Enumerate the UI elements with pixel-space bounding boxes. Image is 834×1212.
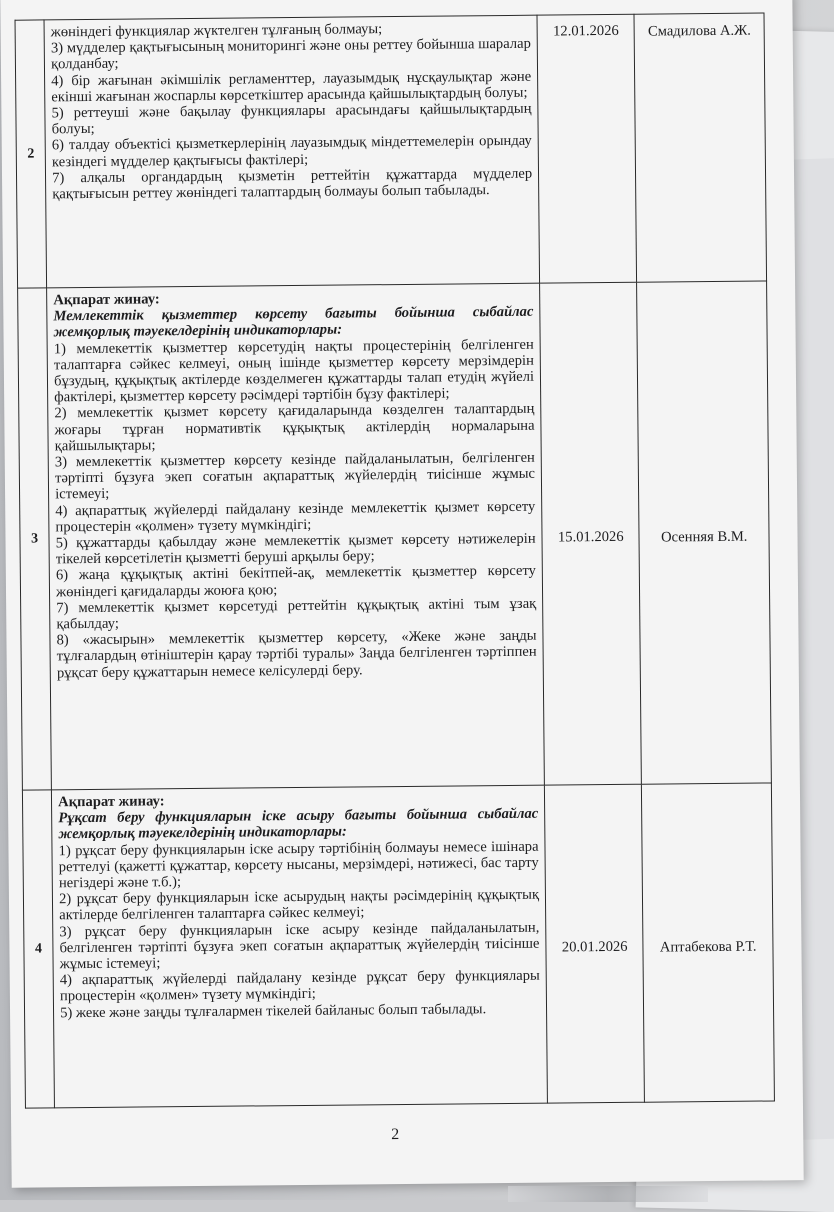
list-item: 3) рұқсат беру функцияларын іске асыру кезінде пайдаланылатын, белгіленген тәртіпті бұзуға экеп соғатын ақпараттық жүйелердің тиісінше жұмыс істемеуі; — [59, 919, 540, 973]
list-item: 7) алқалы органдардың қызметін реттейтін құжаттарда мүдделер қақтығысын реттеу жөніндегі талаптардың болмауы болып табылады. — [52, 165, 533, 203]
table-row — [22, 783, 774, 1108]
responsible-person: Аптабекова Р.Т. — [642, 783, 775, 1102]
section-heading: Ақпарат жинау: — [58, 793, 165, 811]
list-item: 3) мемлекеттік қызметтер көрсету кезінде пайдаланылатын, белгіленген тәртіпті бұзуға экеп соғатын ақпараттық жүйелердің тиісінше жұмыс істемеуі; — [54, 449, 536, 503]
row-content — [44, 15, 540, 288]
row-content — [47, 283, 545, 790]
row-number: 4 — [22, 790, 54, 1108]
list-item: 5) құжаттарды қабылдау және мемлекеттік қызмет көрсету нәтижелерін тікелей көрсетілетін қызметті беруші арқылы беру; — [55, 530, 536, 568]
section-subheading: Мемлекеттік қызметтер көрсету бағыты бойынша сыбайлас жемқорлық тәуекелдерінің индикаторлары: — [53, 303, 534, 341]
list-item: 1) рұқсат беру функцияларын іске асыру тәртібінің болмауы немесе ішінара реттелуі (қажетті құжаттар, көрсету нысаны, мерзімдері, нәтижесі, бас тарту негіздері және т.б.); — [58, 838, 539, 892]
section-heading: Ақпарат жинау: — [53, 291, 160, 309]
list-item: 7) мемлекеттік қызмет көрсетуді реттейтін құқықтық актіні тым ұзақ қабылдау; — [56, 595, 537, 633]
deadline-date: 15.01.2026 — [540, 282, 642, 785]
section-subheading: Рұқсат беру функцияларын іске асыру бағыты бойынша сыбайлас жемқорлық тәуекелдерінің индикаторлары: — [58, 805, 539, 843]
list-item: 6) талдау объектісі қызметкерлерінің лауазымдық міндеттемелерін орындау кезіндегі мүдделер қақтығысы фактілері; — [51, 133, 532, 170]
list-item: 2) мемлекеттік қызмет көрсету қағидаларында көзделген талаптардың жоғары тұрған нормативтік құқықтық актілердің нормаларына қайшылықтары; — [54, 401, 535, 455]
row-content — [52, 785, 548, 1108]
list-item: 4) ақпараттық жүйелерді пайдалану кезінде рұқсат беру функциялары процестерін «қолмен» түзету мүмкіндігі; — [59, 967, 540, 1005]
row-number: 3 — [18, 288, 52, 790]
list-item: 5) жеке және заңды тұлғалармен тікелей байланыс болып табылады. — [60, 1000, 487, 1021]
table-row — [18, 281, 772, 790]
list-item: 8) «жасырын» мемлекеттік қызметтер көрсету, «Жеке және заңды тұлғалардың өтініштерін қарау тәртібі туралы» Заңда белгіленген тәртіппен рұқсат беру құжаттарын немесе келісулерді беру. — [56, 627, 537, 681]
list-item: 4) бір жағынан әкімшілік регламенттер, лауазымдық нұсқаулықтар және екінші жағынан жоспарлы көрсеткіштер арасында қайшылықтардың болуы; — [51, 68, 532, 106]
responsible-person: Осенняя В.М. — [637, 281, 771, 784]
plan-table — [15, 12, 775, 1108]
page-number: 2 — [391, 1126, 400, 1144]
list-item: 1) мемлекеттік қызметтер көрсетудің нақты процестерінің белгіленген талаптарға сәйкес келмеуі, оның ішінде қызметтер көрсету мерзімдерін бұзудың, құқықтық актілерде көзделмеген құжаттарды талап етудің жүйелі фактілері, қызметтер көрсету рәсімдері тәртібін бұзу фактілері; — [53, 336, 535, 406]
list-item: 2) рұқсат беру функцияларын іске асырудың нақты рәсімдерінің құқықтық актілерде белгіленген талаптарға сәйкес келмеуі; — [58, 886, 540, 924]
deadline-date: 12.01.2026 — [537, 14, 637, 283]
deadline-date: 20.01.2026 — [544, 784, 644, 1103]
list-item: жөніндегі функциялар жүктелген тұлғаның болмауы; — [50, 21, 383, 41]
list-item: 5) реттеуші және бақылау функциялары арасындағы қайшылықтардың болуы; — [51, 100, 532, 138]
responsible-person: Смадилова А.Ж. — [634, 13, 766, 282]
list-item: 3) мүдделер қақтығысының мониторингі және оны реттеу бойынша шаралар қолданбау; — [50, 35, 531, 73]
list-item: 4) ақпараттық жүйелерді пайдалану кезінде мемлекеттік қызмет көрсету процестерін «қолмен» түзету мүмкіндігі; — [55, 498, 536, 536]
table-row — [15, 13, 767, 288]
list-item: 6) жаңа құқықтық актіні бекітпей-ақ, мемлекеттік қызметтер көрсету жөніндегі қағидаларды жоюға қою; — [55, 563, 536, 600]
row-number: 2 — [15, 20, 47, 288]
